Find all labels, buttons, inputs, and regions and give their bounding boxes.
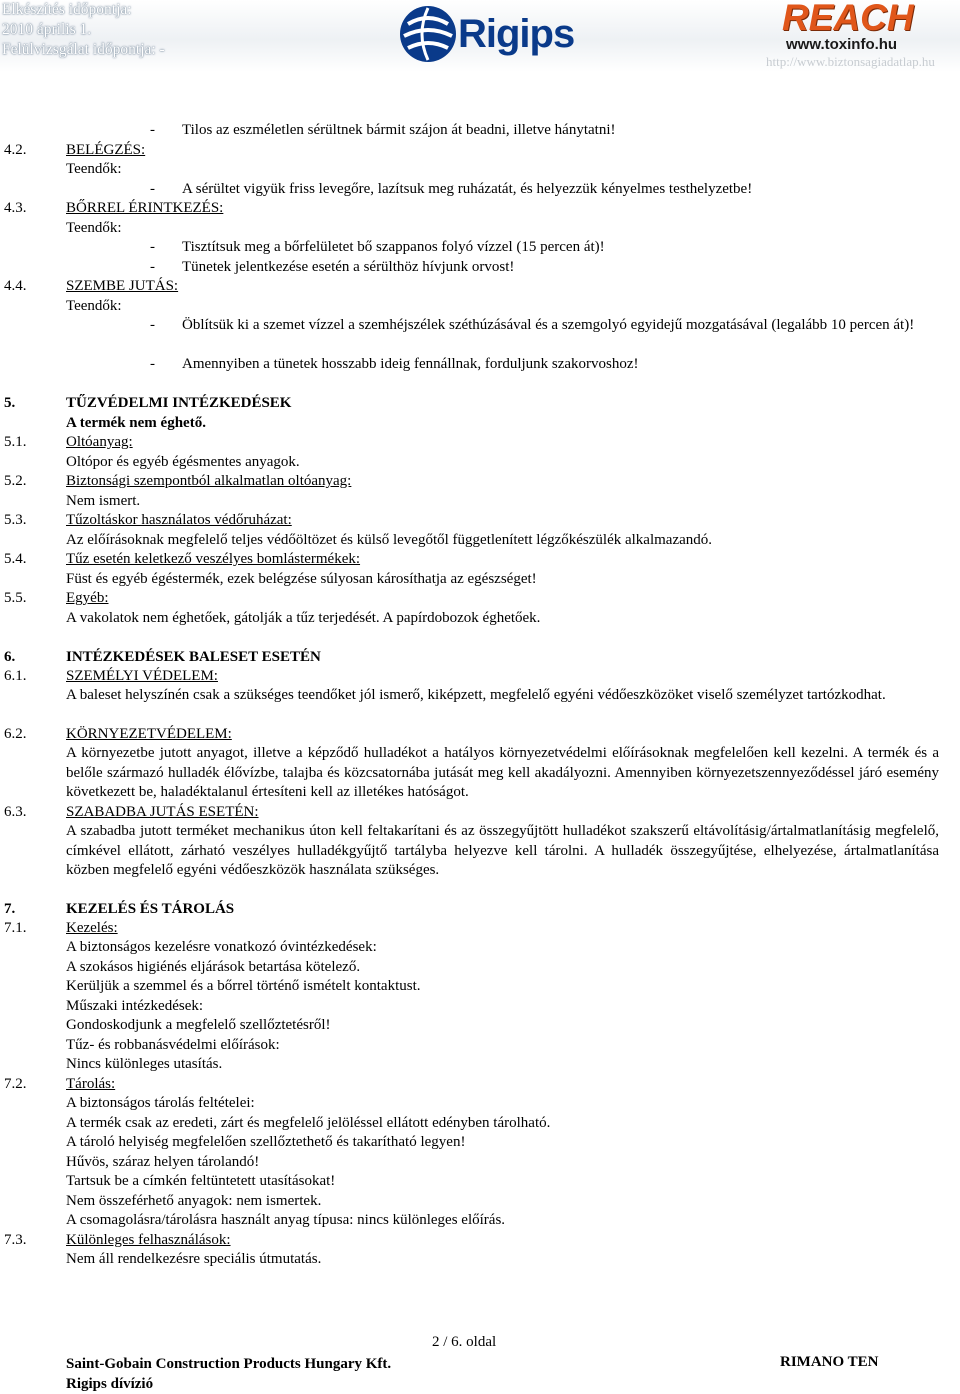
section-title: Biztonsági szempontból alkalmatlan oltóanyag:	[66, 473, 352, 489]
section-title: Különleges felhasználások:	[66, 1232, 231, 1248]
section-title: SZEMÉLYI VÉDELEM:	[66, 668, 218, 684]
bullet-dash: -	[150, 356, 155, 372]
section-line: A szokásos higiénés eljárások betartása kötelező.	[66, 959, 361, 975]
site-url: http://www.biztonsagiadatlap.hu	[766, 54, 935, 69]
footer-company	[66, 1354, 391, 1394]
section-number: 5.1.	[4, 434, 27, 450]
section-number: 5.3.	[4, 512, 27, 528]
section-title: BŐRREL ÉRINTKEZÉS:	[66, 200, 224, 216]
bullet-text: Öblítsük ki a szemet vízzel a szemhéjszélek széthúzásával és a szemgolyó egyidejű mozgatásával (legalább 10 percen át)!	[182, 317, 915, 333]
section-title: Tárolás:	[66, 1076, 116, 1092]
rigips-globe-logo	[398, 2, 458, 66]
header-review-label: Felülvizsgálat időpontja: -	[2, 41, 165, 58]
section-text: Füst és egyéb égéstermék, ezek belégzése súlyosan károsíthatja az egészséget!	[66, 571, 537, 587]
section-title: SZEMBE JUTÁS:	[66, 278, 179, 294]
teendok-label: Teendők:	[66, 298, 122, 314]
section-line: Műszaki intézkedések:	[66, 998, 204, 1014]
section-number: 7.2.	[4, 1076, 27, 1092]
section-text: Oltópor és egyéb égésmentes anyagok.	[66, 454, 300, 470]
bullet-dash: -	[150, 317, 155, 333]
section-number: 6.3.	[4, 804, 27, 820]
section-line: Hűvös, száraz helyen tárolandó!	[66, 1154, 260, 1170]
section-title: TŰZVÉDELMI INTÉZKEDÉSEK	[66, 395, 292, 411]
section-number: 6.	[4, 649, 16, 665]
bullet-dash: -	[150, 259, 155, 275]
section-number: 4.2.	[4, 142, 27, 158]
section-line: A termék csak az eredeti, zárt és megfelelő jelöléssel ellátott edényben tárolható.	[66, 1115, 551, 1131]
header-dates	[2, 0, 165, 60]
section-number: 4.3.	[4, 200, 27, 216]
header-created-date: 2010 április 1.	[2, 21, 92, 38]
bullet-dash: -	[150, 239, 155, 255]
section-line: Nincs különleges utasítás.	[66, 1056, 223, 1072]
reach-logo	[782, 0, 914, 36]
section-title: KEZELÉS ÉS TÁROLÁS	[66, 901, 235, 917]
section-number: 5.4.	[4, 551, 27, 567]
bullet-text: Tisztítsuk meg a bőrfelületet bő szappanos folyó vízzel (15 percen át)!	[182, 239, 605, 255]
section-line: A tároló helyiség megfelelően szellőztethető és takarítható legyen!	[66, 1134, 466, 1150]
section-title: SZABADBA JUTÁS ESETÉN:	[66, 804, 259, 820]
section-title: KÖRNYEZETVÉDELEM:	[66, 726, 232, 742]
section-title: INTÉZKEDÉSEK BALESET ESETÉN	[66, 649, 321, 665]
rigips-brand: Rigips	[458, 12, 575, 56]
company-name: Saint-Gobain Construction Products Hungary Kft.	[66, 1356, 392, 1372]
teendok-label: Teendők:	[66, 220, 122, 236]
section-paragraph: A környezetbe jutott anyagot, illetve a képződő hulladékot a hatályos környezetvédelmi előírásoknak megfelelően kell kezelni. A termék és a belőle származó hulladék élővízbe, talajba és közcsatornába jutását meg kell akadályozni. Amennyiben környezetszennyeződéssel járó esemény következett be, haladéktalanul értesíteni kell az illetékes hatóságot.	[66, 745, 939, 800]
company-division: Rigips dívízió	[66, 1376, 154, 1392]
section-number: 4.4.	[4, 278, 27, 294]
section-paragraph: A szabadba jutott terméket mechanikus úton kell feltakarítani és az összegyűjtött hulladékot szakszerű eltávolításig/ártalmatlanításig megfelelő, címkével ellátott, zárható veszélyes hulladékgyűjtő tartályba helyezve kell tárolni. A hulladék összegyűjtése, elhelyezése, ártalmatlanítása közben megfelelő egyéni védőeszközök használata szükséges.	[66, 823, 939, 878]
bullet-dash: -	[150, 122, 155, 138]
section-line: Gondoskodjunk a megfelelő szellőztetésről!	[66, 1017, 331, 1033]
bullet-text: Tilos az eszméletlen sérültnek bármit szájon át beadni, illetve hánytatni!	[182, 122, 616, 138]
header-created-label: Elkészítés időpontja:	[2, 1, 132, 18]
section-text: Nem ismert.	[66, 493, 141, 509]
section-number: 6.1.	[4, 668, 27, 684]
section-line: Nem összeférhető anyagok: nem ismertek.	[66, 1193, 322, 1209]
section-number: 7.3.	[4, 1232, 27, 1248]
reach-logo-text: REACH	[782, 0, 914, 38]
section-number: 5.5.	[4, 590, 27, 606]
section-title: Oltóanyag:	[66, 434, 133, 450]
reach-url: www.toxinfo.hu	[786, 36, 898, 53]
section-text: Az előírásoknak megfelelő teljes védőöltözet és külső levegőtől függetlenített légzőkészülék alkalmazandó.	[66, 532, 713, 548]
section-line: A csomagolásra/tárolásra használt anyag típusa: nincs különleges előírás.	[66, 1212, 506, 1228]
product-name: RIMANO TEN	[780, 1354, 879, 1370]
section-title: Egyéb:	[66, 590, 109, 606]
bullet-dash: -	[150, 181, 155, 197]
section-number: 5.2.	[4, 473, 27, 489]
section-paragraph: A baleset helyszínén csak a szükséges teendőket jól ismerő, kiképzett, megfelelő egyéni védőeszközöket viselő személyzet tartózkodhat.	[66, 687, 886, 703]
bullet-text: Amennyiben a tünetek hosszabb ideig fennállnak, forduljunk szakorvoshoz!	[182, 356, 639, 372]
bullet-text: A sérültet vigyük friss levegőre, lazítsuk meg ruházatát, és helyezzük kényelmes testhelyzetbe!	[182, 181, 753, 197]
section-line: Tartsuk be a címkén feltüntetett utasításokat!	[66, 1173, 336, 1189]
section-subtitle: A termék nem éghető.	[66, 415, 206, 431]
section-line: A biztonságos kezelésre vonatkozó óvintézkedések:	[66, 939, 377, 955]
teendok-label: Teendők:	[66, 161, 122, 177]
section-line: Kerüljük a szemmel és a bőrrel történő ismételt kontaktust.	[66, 978, 421, 994]
section-text: Nem áll rendelkezésre speciális útmutatás.	[66, 1251, 322, 1267]
section-number: 6.2.	[4, 726, 27, 742]
section-title: Tűz esetén keletkező veszélyes bomlástermékek:	[66, 551, 361, 567]
page-number: 2 / 6. oldal	[432, 1334, 497, 1350]
section-line: Tűz- és robbanásvédelmi előírások:	[66, 1037, 280, 1053]
bullet-text: Tünetek jelentkezése esetén a sérülthöz hívjunk orvost!	[182, 259, 515, 275]
section-line: A biztonságos tárolás feltételei:	[66, 1095, 255, 1111]
section-title: Kezelés:	[66, 920, 118, 936]
section-title: Tűzoltáskor használatos védőruházat:	[66, 512, 292, 528]
section-text: A vakolatok nem éghetőek, gátolják a tűz terjedését. A papírdobozok éghetőek.	[66, 610, 541, 626]
section-number: 7.1.	[4, 920, 27, 936]
section-number: 5.	[4, 395, 16, 411]
section-number: 7.	[4, 901, 16, 917]
section-title: BELÉGZÉS:	[66, 142, 146, 158]
